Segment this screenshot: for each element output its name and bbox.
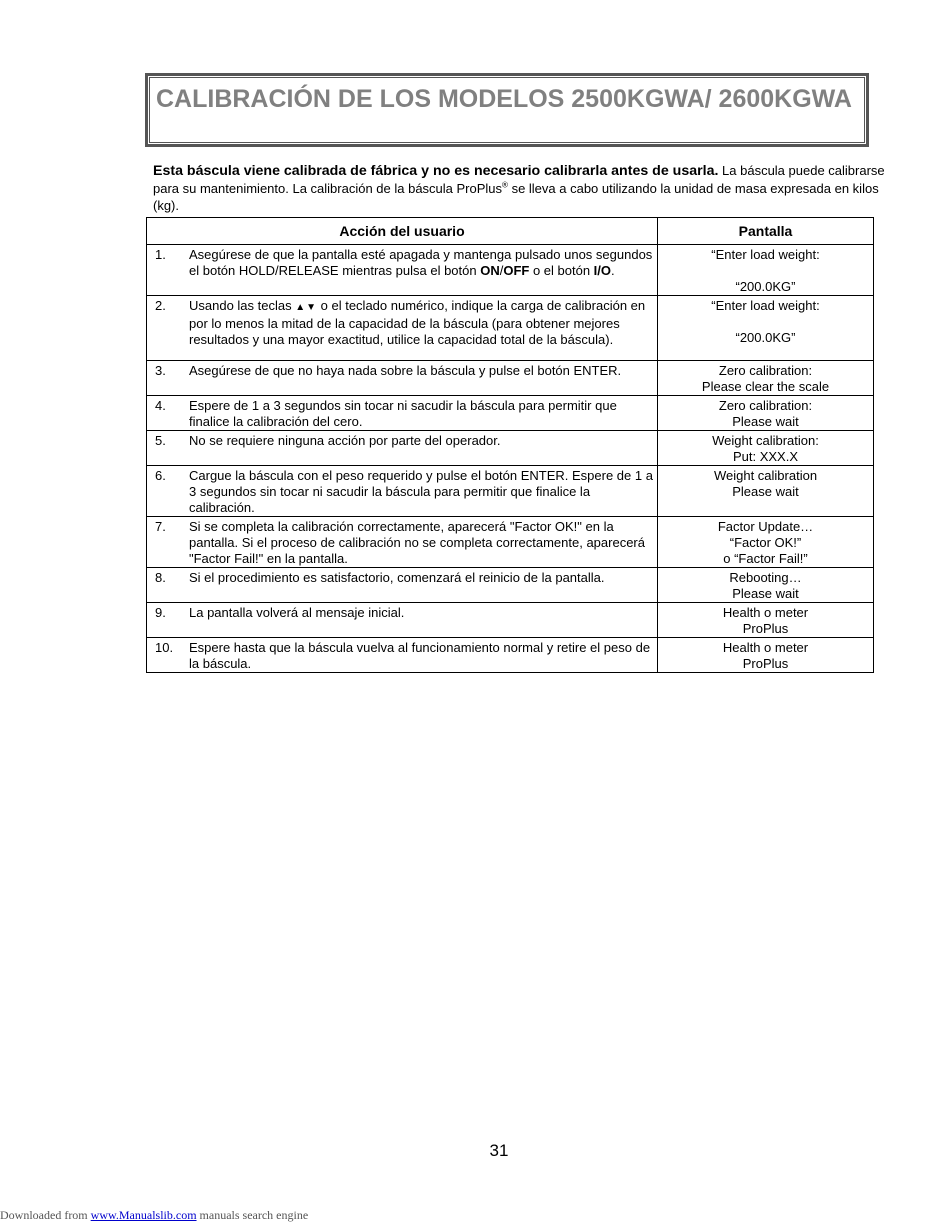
step-number: 9. (155, 605, 166, 620)
table-row (147, 245, 874, 296)
display-line: “Enter load weight: (711, 247, 820, 262)
step-text: La pantalla volverá al mensaje inicial. (189, 605, 405, 620)
display-line: Please clear the scale (701, 379, 830, 394)
display-line: “200.0KG” (735, 330, 796, 345)
display-line: Weight calibration (713, 468, 818, 483)
action-cell (147, 245, 658, 296)
manualslib-link[interactable]: www.Manualslib.com (90, 1208, 197, 1222)
step-text: Asegúrese de que no haya nada sobre la báscula y pulse el botón ENTER. (189, 363, 622, 378)
step-text: Cargue la báscula con el peso requerido y pulse el botón ENTER. Espere de 1 a 3 segundos sin tocar ni sacudir la báscula para permitir que finalice la calibración. (189, 468, 653, 515)
table-row (147, 431, 874, 466)
section-title: CALIBRACIÓN DE LOS MODELOS 2500KGWA/ 2600KGWA (156, 85, 852, 113)
table-row (147, 603, 874, 638)
display-cell (658, 431, 874, 466)
step-number: 10. (155, 640, 174, 655)
step-text-end: o el teclado numérico, indique la carga de calibración en por lo menos la mitad de la capacidad de la báscula (para obtener mejores resultados y una mayor exactitud, utilice la capacidad total de la báscula). (189, 298, 646, 347)
display-line: Please wait (732, 414, 799, 429)
action-cell (147, 396, 658, 431)
intro-text-end: se lleva a cabo utilizando la unidad de masa expresada en kilos (kg). (153, 181, 879, 213)
action-cell (147, 603, 658, 638)
table-header-row (147, 218, 874, 245)
display-line: Please wait (732, 484, 799, 499)
display-line: “Factor OK!” (729, 535, 802, 550)
action-cell (147, 638, 658, 673)
display-line (658, 263, 873, 279)
footer-prefix: Downloaded from (0, 1208, 91, 1222)
display-line (658, 314, 873, 330)
table-row (147, 568, 874, 603)
step-number: 5. (155, 433, 166, 448)
display-cell (658, 361, 874, 396)
intro-lead: Esta báscula viene calibrada de fábrica y no es necesario calibrarla antes de usarla. (153, 163, 719, 179)
table-row (147, 517, 874, 568)
display-line: Zero calibration: (718, 363, 813, 378)
display-line: ProPlus (742, 621, 789, 636)
step-text: Espere hasta que la báscula vuelva al funcionamiento normal y retire el peso de la báscula. (189, 640, 651, 671)
display-cell (658, 466, 874, 517)
section-title-box (145, 73, 869, 147)
action-cell (147, 466, 658, 517)
step-text: Si se completa la calibración correctamente, aparecerá "Factor OK!" en la pantalla. Si el proceso de calibración no se completa correctamente, aparecerá "Factor Fail!" en la pantalla. (189, 519, 645, 566)
display-line: Zero calibration: (718, 398, 813, 413)
step-key-sep: / (499, 263, 504, 278)
table-row (147, 466, 874, 517)
display-line: “200.0KG” (735, 279, 796, 294)
display-line: Factor Update… (717, 519, 814, 534)
step-key-off: OFF (503, 263, 530, 278)
header-display: Pantalla (658, 218, 874, 245)
display-line: Health o meter (722, 640, 809, 655)
step-key-on: ON (480, 263, 500, 278)
step-text: Usando las teclas (189, 298, 296, 313)
step-key-io: I/O (593, 263, 612, 278)
header-user-action: Acción del usuario (147, 218, 658, 245)
table-row (147, 296, 874, 361)
table-row (147, 638, 874, 673)
display-cell (658, 296, 874, 361)
step-text: Asegúrese de que la pantalla esté apagada y mantenga pulsado unos segundos el botón HOLD/RELEASE mientras pulsa el botón (189, 247, 653, 278)
display-line: Rebooting… (729, 570, 802, 585)
action-cell (147, 361, 658, 396)
step-number: 4. (155, 398, 166, 413)
action-cell (147, 296, 658, 361)
display-line: “Enter load weight: (711, 298, 820, 313)
step-number: 8. (155, 570, 166, 585)
display-cell (658, 638, 874, 673)
calibration-table (146, 217, 874, 673)
step-number: 3. (155, 363, 166, 378)
display-line: Put: XXX.X (732, 449, 799, 464)
step-number: 1. (155, 247, 166, 262)
display-line: Weight calibration: (712, 433, 819, 448)
display-line: Health o meter (722, 605, 809, 620)
step-text: Espere de 1 a 3 segundos sin tocar ni sacudir la báscula para permitir que finalice la calibración del cero. (189, 398, 617, 429)
action-cell (147, 517, 658, 568)
action-cell (147, 431, 658, 466)
intro-paragraph (153, 162, 893, 214)
display-cell (658, 396, 874, 431)
display-cell (658, 517, 874, 568)
up-down-arrow-icon: ▲▼ (295, 302, 318, 313)
step-number: 6. (155, 468, 166, 483)
step-number: 2. (155, 298, 166, 313)
display-line: Please wait (732, 586, 799, 601)
step-number: 7. (155, 519, 166, 534)
display-cell (658, 568, 874, 603)
display-cell (658, 603, 874, 638)
step-text: No se requiere ninguna acción por parte del operador. (189, 433, 501, 448)
step-text: Si el procedimiento es satisfactorio, comenzará el reinicio de la pantalla. (189, 570, 605, 585)
intro-text: La báscula puede calibrarse para su mantenimiento. La calibración de la báscula ProPlus (153, 163, 885, 196)
action-cell (147, 568, 658, 603)
download-footer (0, 1208, 308, 1223)
step-text-end: . (611, 263, 615, 278)
table-row (147, 396, 874, 431)
step-text-mid: o el botón (529, 263, 594, 278)
footer-suffix: manuals search engine (196, 1208, 309, 1222)
display-line: ProPlus (742, 656, 789, 671)
registered-mark: ® (502, 180, 508, 190)
table-row (147, 361, 874, 396)
display-cell (658, 245, 874, 296)
display-line: o “Factor Fail!” (723, 551, 808, 566)
page-number: 31 (489, 1141, 509, 1160)
